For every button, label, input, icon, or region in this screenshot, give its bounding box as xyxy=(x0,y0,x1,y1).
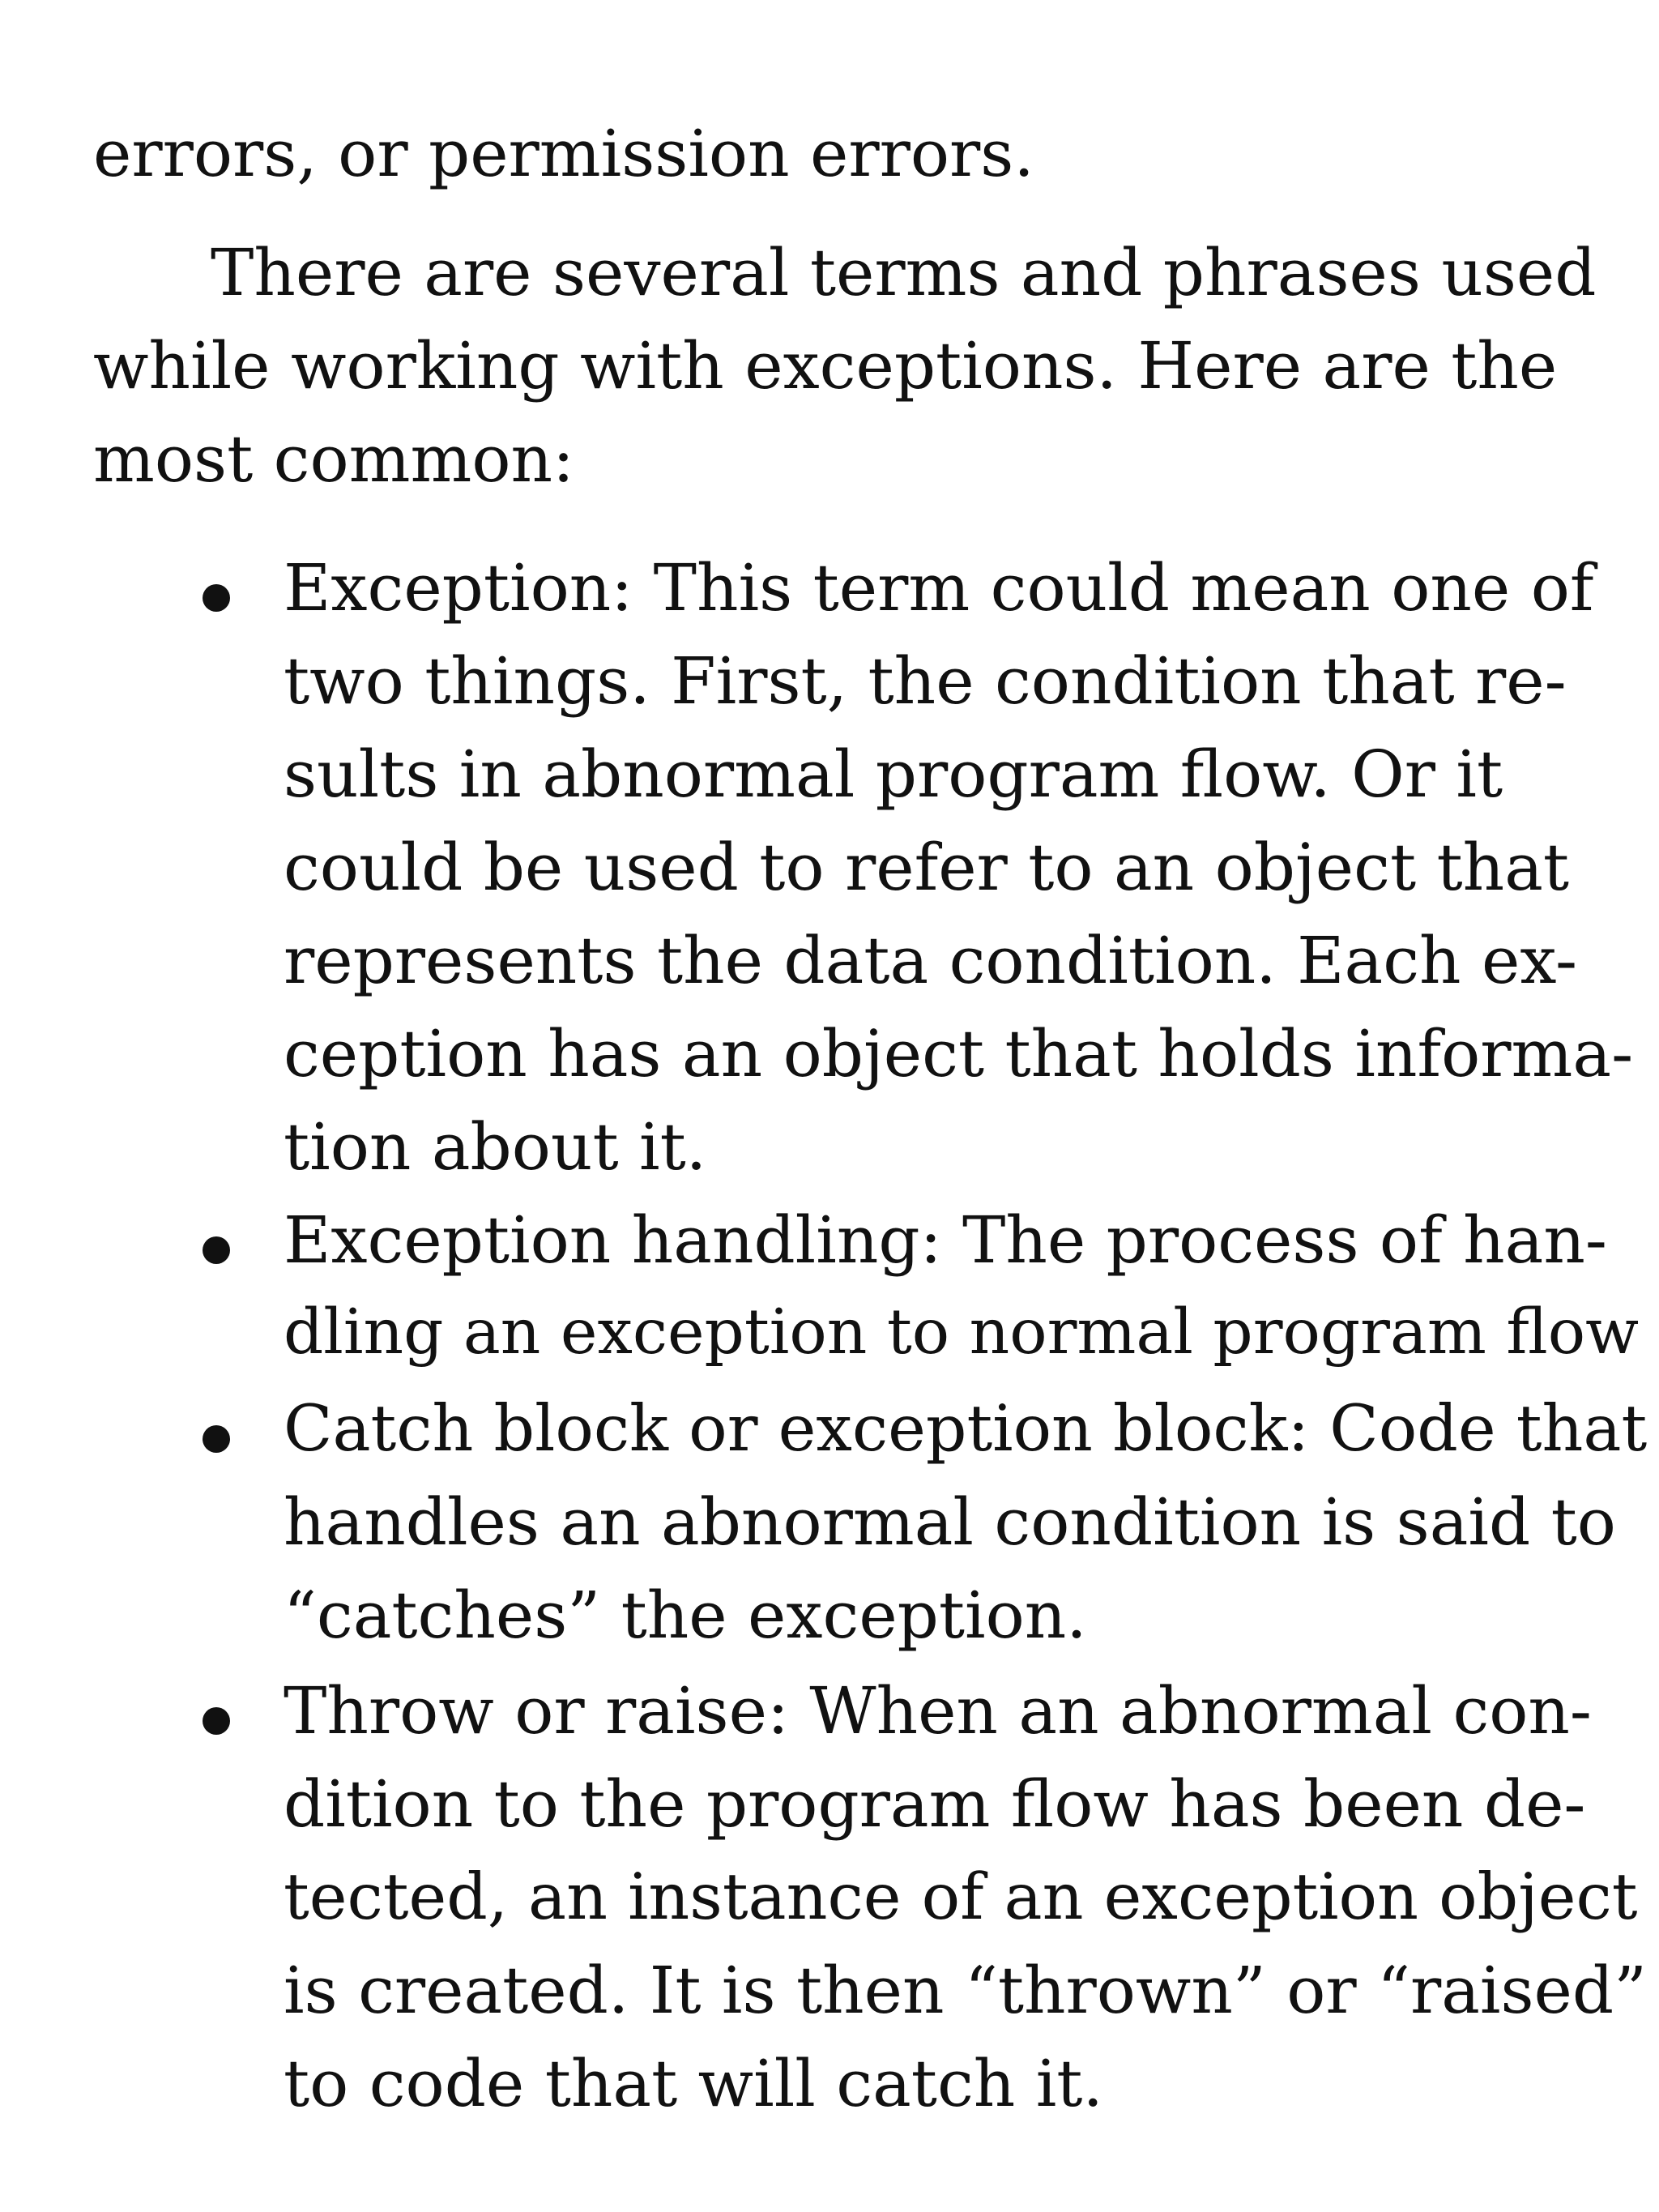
list-item-line: tected, an instance of an exception object xyxy=(284,1860,1638,1934)
list-item-line: is created. It is then “thrown” or “raised” xyxy=(284,1953,1648,2028)
list-item-line: “catches” the exception. xyxy=(284,1578,1087,1653)
list-item-line: represents the data condition. Each ex- xyxy=(284,923,1578,998)
paragraph-line: most common: xyxy=(93,421,574,497)
list-item-line: Catch block or exception block: Code that xyxy=(284,1391,1648,1466)
list-item-line: tion about it. xyxy=(284,1109,707,1185)
list-item-line: Throw or raise: When an abnormal con- xyxy=(284,1673,1592,1749)
list-item-line: Exception handling: The process of han- xyxy=(284,1202,1607,1278)
list-item-line: dition to the program flow has been de- xyxy=(284,1766,1586,1842)
paragraph-line: while working with exceptions. Here are the xyxy=(93,328,1558,404)
paragraph-line: There are several terms and phrases used xyxy=(211,235,1597,310)
bullet-icon xyxy=(203,1707,230,1735)
list-item-line: sults in abnormal program flow. Or it xyxy=(284,737,1503,812)
list-item-line: could be used to refer to an object that xyxy=(284,830,1570,905)
list-item-line: ception has an object that holds informa- xyxy=(284,1016,1634,1091)
bullet-icon xyxy=(203,1425,230,1453)
list-item-line: handles an abnormal condition is said to xyxy=(284,1484,1616,1560)
list-item-line: to code that will catch it. xyxy=(284,2046,1103,2121)
list-item-line: two things. First, the condition that re- xyxy=(284,643,1567,719)
paragraph-line: errors, or permission errors. xyxy=(93,116,1034,191)
list-item-line: dling an exception to normal program flow xyxy=(284,1296,1639,1369)
bullet-icon xyxy=(203,584,230,612)
bullet-icon xyxy=(203,1236,230,1264)
list-item-line: Exception: This term could mean one of xyxy=(284,550,1594,626)
